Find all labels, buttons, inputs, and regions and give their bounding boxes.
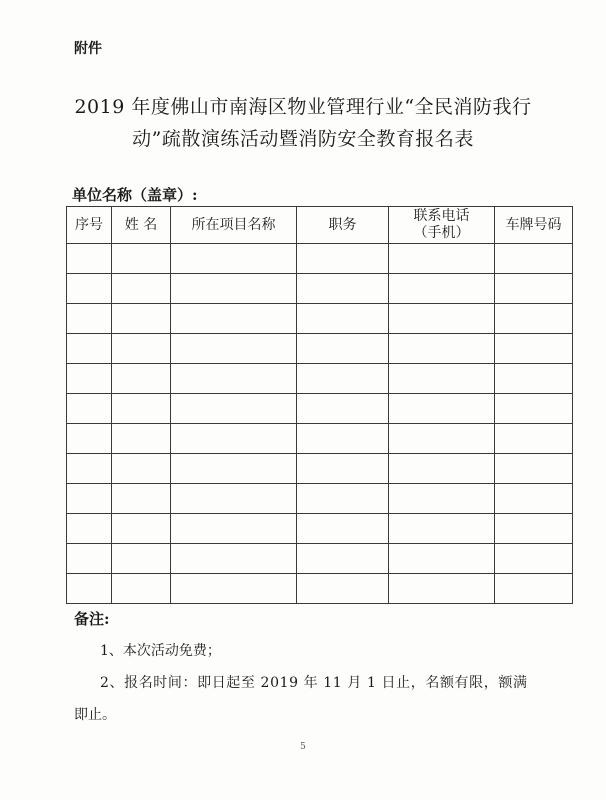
table-cell — [171, 514, 297, 544]
table-cell — [495, 454, 573, 484]
table-cell — [112, 334, 171, 364]
form-title-line-2: 动”疏散演练活动暨消防安全教育报名表 — [132, 128, 474, 150]
table-cell — [389, 454, 495, 484]
table-cell — [297, 544, 389, 574]
remarks-label: 备注: — [74, 610, 110, 628]
table-row — [67, 394, 573, 424]
table-cell — [171, 574, 297, 604]
table-cell — [112, 244, 171, 274]
table-cell — [67, 424, 112, 454]
table-cell — [297, 484, 389, 514]
table-cell — [171, 424, 297, 454]
table-cell — [495, 484, 573, 514]
column-header-phone — [389, 207, 495, 244]
table-cell — [495, 274, 573, 304]
table-cell — [389, 424, 495, 454]
form-title-line-1: 2019 年度佛山市南海区物业管理行业“全民消防我行 — [74, 96, 532, 118]
column-header-position: 职务 — [297, 207, 389, 244]
table-row — [67, 364, 573, 394]
table-cell — [171, 484, 297, 514]
table-row — [67, 544, 573, 574]
table-row — [67, 574, 573, 604]
table-cell — [67, 484, 112, 514]
table-cell — [112, 544, 171, 574]
table-cell — [495, 544, 573, 574]
table-cell — [67, 364, 112, 394]
table-cell — [297, 574, 389, 604]
remark-item-1: 1、本次活动免费； — [100, 643, 221, 659]
table-cell — [297, 424, 389, 454]
table-cell — [171, 394, 297, 424]
table-cell — [67, 244, 112, 274]
table-cell — [495, 574, 573, 604]
table-row — [67, 484, 573, 514]
table-cell — [112, 394, 171, 424]
table-cell — [389, 514, 495, 544]
table-row — [67, 334, 573, 364]
table-cell — [112, 424, 171, 454]
table-cell — [297, 394, 389, 424]
attachment-label: 附件 — [74, 41, 102, 57]
table-cell — [67, 574, 112, 604]
table-cell — [112, 364, 171, 394]
table-cell — [389, 274, 495, 304]
table-cell — [112, 484, 171, 514]
table-cell — [112, 574, 171, 604]
column-header-plate: 车牌号码 — [495, 207, 573, 244]
table-cell — [171, 244, 297, 274]
column-header-phone-line2: （手机） — [413, 225, 470, 241]
table-cell — [112, 514, 171, 544]
table-cell — [495, 514, 573, 544]
page-number: 5 — [300, 742, 306, 752]
table-row — [67, 274, 573, 304]
table-cell — [297, 514, 389, 544]
table-cell — [67, 394, 112, 424]
table-cell — [495, 304, 573, 334]
table-cell — [67, 454, 112, 484]
table-cell — [171, 274, 297, 304]
table-cell — [171, 304, 297, 334]
column-header-name: 姓 名 — [112, 207, 171, 244]
table-cell — [67, 544, 112, 574]
table-header-row — [67, 207, 573, 244]
table-cell — [495, 334, 573, 364]
table-cell — [67, 514, 112, 544]
table-cell — [67, 274, 112, 304]
table-cell — [389, 364, 495, 394]
table-cell — [67, 304, 112, 334]
remark-item-2-continued: 即止。 — [74, 707, 116, 723]
table-cell — [171, 364, 297, 394]
table-row — [67, 304, 573, 334]
table-cell — [389, 574, 495, 604]
table-cell — [171, 544, 297, 574]
table-row — [67, 454, 573, 484]
table-row — [67, 424, 573, 454]
table-cell — [297, 334, 389, 364]
table-cell — [495, 364, 573, 394]
table-row — [67, 514, 573, 544]
column-header-phone-line1: 联系电话 — [413, 208, 470, 224]
table-cell — [389, 394, 495, 424]
registration-table — [66, 206, 573, 604]
table-cell — [297, 364, 389, 394]
remark-item-2: 2、报名时间：即日起至 2019 年 11 月 1 日止，名额有限，额满 — [100, 675, 528, 691]
table-cell — [389, 244, 495, 274]
table-cell — [297, 304, 389, 334]
table-cell — [389, 334, 495, 364]
table-cell — [67, 334, 112, 364]
table-cell — [389, 304, 495, 334]
table-cell — [297, 454, 389, 484]
table-cell — [171, 454, 297, 484]
table-cell — [389, 544, 495, 574]
column-header-index: 序号 — [67, 207, 112, 244]
table-cell — [171, 334, 297, 364]
unit-name-label: 单位名称（盖章）: — [72, 186, 198, 204]
table-cell — [297, 274, 389, 304]
table-cell — [495, 424, 573, 454]
table-cell — [495, 394, 573, 424]
table-cell — [112, 304, 171, 334]
table-cell — [297, 244, 389, 274]
table-cell — [389, 484, 495, 514]
table-row — [67, 244, 573, 274]
table-cell — [112, 454, 171, 484]
table-cell — [495, 244, 573, 274]
table-cell — [112, 274, 171, 304]
column-header-project: 所在项目名称 — [171, 207, 297, 244]
